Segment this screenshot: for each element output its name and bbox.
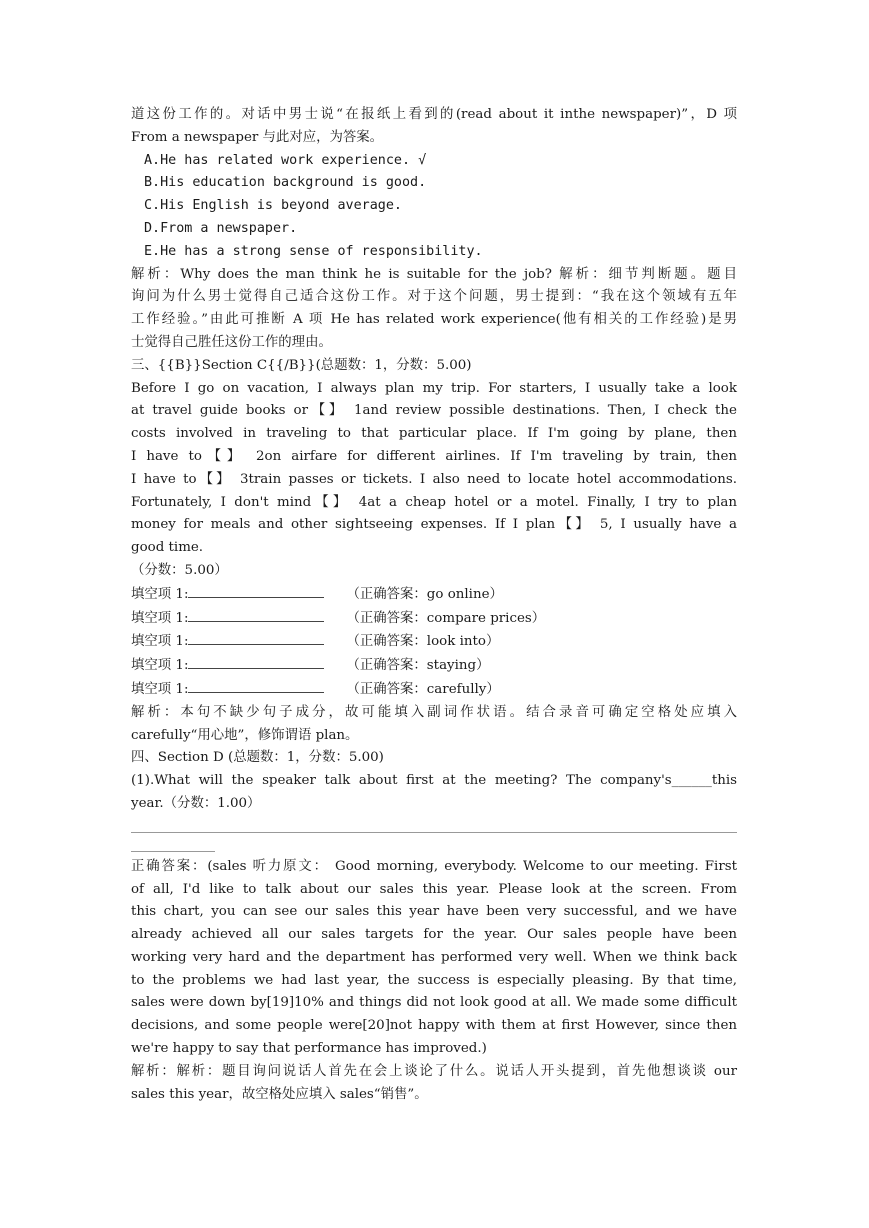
option-a: A.He has related work experience. √ — [144, 152, 427, 168]
passage-line: money for meals and other sightseeing expenses. If I plan【】 5, I usually have a — [131, 517, 737, 533]
fill-blank-row — [131, 654, 737, 678]
passage-line: I have to【】 2on airfare for different airlines. If I'm traveling by train, then — [131, 448, 737, 464]
document-page — [131, 104, 737, 1106]
answer-line: of all, I'd like to talk about our sales this year. Please look at the screen. From — [131, 881, 737, 897]
answer-blank[interactable] — [188, 678, 324, 693]
section-c-heading: 三、{{B}}Section C{{/B}}(总题数：1，分数：5.00) — [131, 357, 472, 373]
answer-line: decisions, and some people were[20]not happy with them at first However, since then — [131, 1018, 737, 1034]
option-b: B.His education background is good. — [144, 175, 427, 191]
analysis-line: 询问为什么男士觉得自己适合这份工作。对于这个问题，男士提到：“我在这个领域有五年 — [131, 289, 737, 305]
blank-label: 填空项 1: — [131, 634, 189, 650]
question-line: (1).What will the speaker talk about first at the meeting? The company's______this — [131, 773, 737, 789]
passage-line: Fortunately, I don't mind【】 4at a cheap hotel or a motel. Finally, I try to plan — [131, 494, 737, 510]
blank-label: 填空项 1: — [131, 681, 189, 697]
section-d-heading: 四、Section D (总题数：1，分数：5.00) — [131, 750, 384, 766]
answer-line: already achieved all our sales targets for the year. Our sales people have been — [131, 927, 737, 943]
option-e: E.He has a strong sense of responsibility. — [144, 243, 483, 259]
fill-blank-row — [131, 678, 737, 702]
passage-line: Before I go on vacation, I always plan my trip. For starters, I usually take a look — [131, 380, 737, 396]
fill-blank-row — [131, 583, 737, 607]
answer-line: sales were down by[19]10% and things did not look good at all. We made some difficult — [131, 995, 737, 1011]
answer-blank[interactable] — [188, 630, 324, 645]
analysis-line: sales this year，故空格处应填入 sales“销售”。 — [131, 1086, 428, 1102]
intro-line: From a newspaper 与此对应，为答案。 — [131, 129, 384, 145]
answer-blank[interactable] — [188, 607, 324, 622]
answer-line: working very hard and the department has performed very well. When we think back — [131, 949, 737, 965]
answer-line: to the problems we had last year, the success is especially pleasing. By that time, — [131, 972, 737, 988]
blank-answer: （正确答案：staying） — [346, 658, 490, 674]
fill-blank-row — [131, 630, 737, 654]
section-c-score: （分数：5.00） — [131, 562, 228, 578]
blank-label: 填空项 1: — [131, 586, 189, 602]
intro-line: 道这份工作的。对话中男士说“在报纸上看到的(read about it inthe newspaper)”，D 项 — [131, 107, 737, 122]
analysis-line: 解析：本句不缺少句子成分，故可能填入副词作状语。结合录音可确定空格处应填入 — [131, 704, 737, 720]
option-c: C.His English is beyond average. — [144, 198, 402, 214]
blank-answer: （正确答案：go online） — [346, 586, 503, 602]
analysis-line: carefully“用心地”，修饰谓语 plan。 — [131, 727, 359, 743]
blank-answer: （正确答案：compare prices） — [346, 610, 546, 626]
answer-blank[interactable] — [188, 654, 324, 669]
answer-blank[interactable] — [188, 583, 324, 598]
analysis-line: 工作经验。”由此可推断 A 项 He has related work experience(他有相关的工作经验)是男 — [131, 312, 737, 328]
blank-answer: （正确答案：carefully） — [346, 681, 500, 697]
passage-line: I have to【】 3train passes or tickets. I also need to locate hotel accommodations. — [131, 471, 737, 487]
answer-line: 正确答案：(sales 听力原文： Good morning, everybody. Welcome to our meeting. First — [131, 858, 737, 874]
blank-label: 填空项 1: — [131, 658, 189, 674]
blank-answer: （正确答案：look into） — [346, 634, 500, 650]
passage-line: good time. — [131, 540, 204, 556]
analysis-line: 士觉得自己胜任这份工作的理由。 — [131, 334, 332, 350]
option-d: D.From a newspaper. — [144, 220, 298, 236]
answer-divider — [131, 832, 737, 833]
answer-divider-short — [131, 851, 215, 852]
passage-line: at travel guide books or【】 1and review possible destinations. Then, I check the — [131, 403, 737, 419]
analysis-line: 解析：解析：题目询问说话人首先在会上谈论了什么。说话人开头提到，首先他想谈谈 our — [131, 1063, 737, 1079]
question-line: year.（分数：1.00） — [131, 795, 261, 811]
answer-line: this chart, you can see our sales this year have been very successful, and we have — [131, 904, 737, 920]
answer-line: we're happy to say that performance has improved.) — [131, 1041, 487, 1057]
blank-label: 填空项 1: — [131, 610, 189, 626]
analysis-line: 解析：Why does the man think he is suitable for the job? 解析：细节判断题。题目 — [131, 266, 737, 282]
fill-blank-row — [131, 607, 737, 631]
passage-line: costs involved in traveling to that particular place. If I'm going by plane, then — [131, 426, 737, 442]
